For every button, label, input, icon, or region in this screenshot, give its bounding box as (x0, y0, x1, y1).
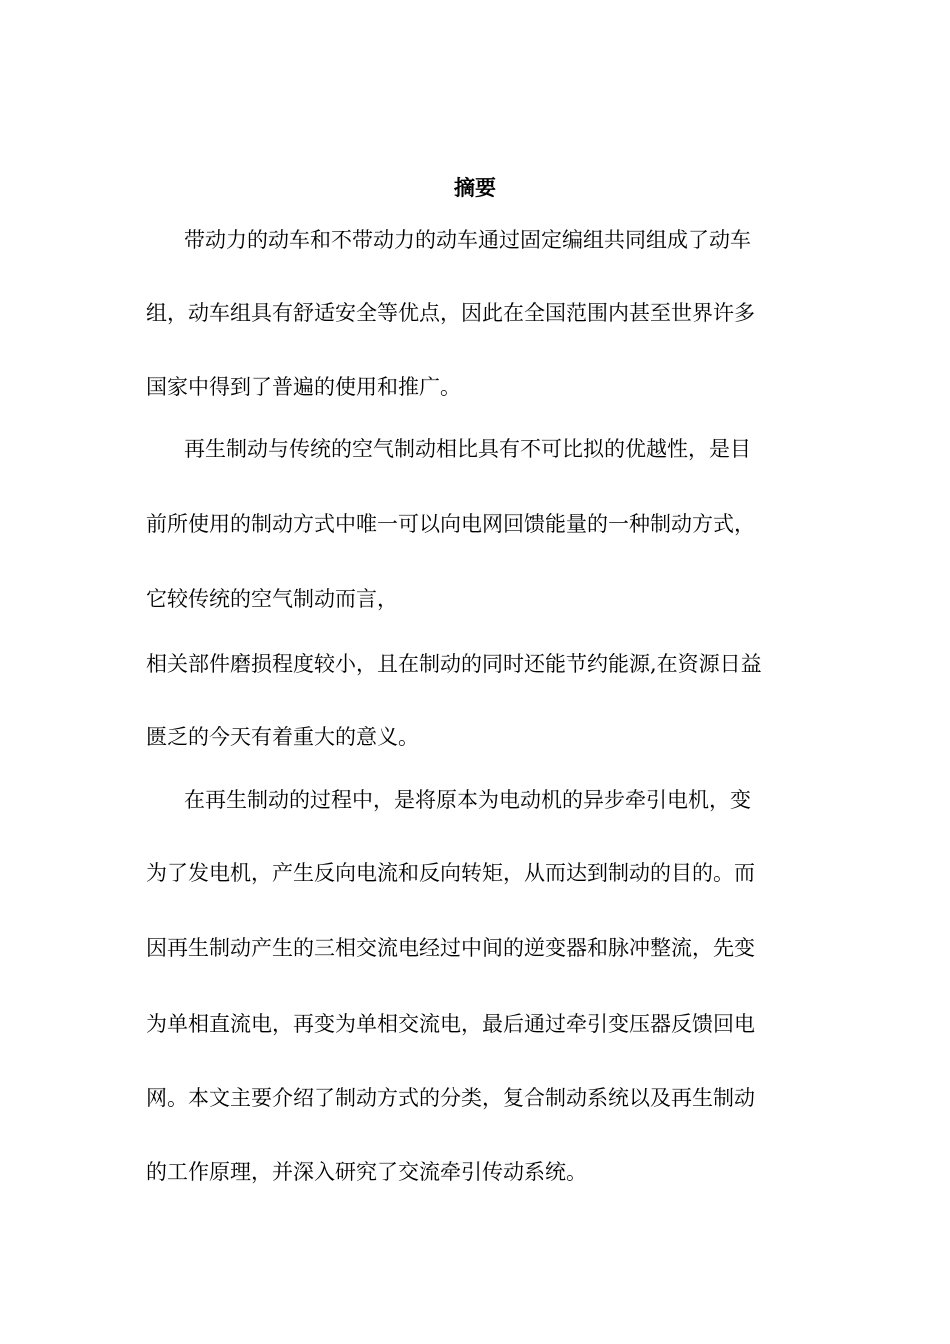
paragraph-1-line-3: 国家中得到了普遍的使用和推广。 (146, 375, 461, 399)
paragraph-4-line-1: 在再生制动的过程中，是将原本为电动机的异步牵引电机，变 (184, 788, 751, 812)
paragraph-2-line-1: 再生制动与传统的空气制动相比具有不可比拟的优越性，是目 (184, 437, 751, 461)
paragraph-3-line-2: 匮乏的今天有着重大的意义。 (146, 725, 419, 749)
paragraph-3-line-1: 相关部件磨损程度较小，且在制动的同时还能节约能源,在资源日益 (146, 652, 762, 676)
paragraph-4-line-5: 网。本文主要介绍了制动方式的分类，复合制动系统以及再生制动 (146, 1086, 755, 1110)
paragraph-4-line-6: 的工作原理，并深入研究了交流牵引传动系统。 (146, 1160, 587, 1184)
paragraph-1-line-2: 组，动车组具有舒适安全等优点，因此在全国范围内甚至世界许多 (146, 301, 755, 325)
paragraph-4-line-3: 因再生制动产生的三相交流电经过中间的逆变器和脉冲整流，先变 (146, 936, 755, 960)
paragraph-4-line-4: 为单相直流电，再变为单相交流电，最后通过牵引变压器反馈回电 (146, 1012, 755, 1036)
paragraph-2-line-2: 前所使用的制动方式中唯一可以向电网回馈能量的一种制动方式， (146, 512, 755, 536)
page-title: 摘要 (454, 176, 496, 200)
paragraph-4-line-2: 为了发电机，产生反向电流和反向转矩，从而达到制动的目的。而 (146, 861, 755, 885)
paragraph-1-line-1: 带动力的动车和不带动力的动车通过固定编组共同组成了动车 (184, 228, 751, 252)
paragraph-2-line-3: 它较传统的空气制动而言， (146, 587, 398, 611)
